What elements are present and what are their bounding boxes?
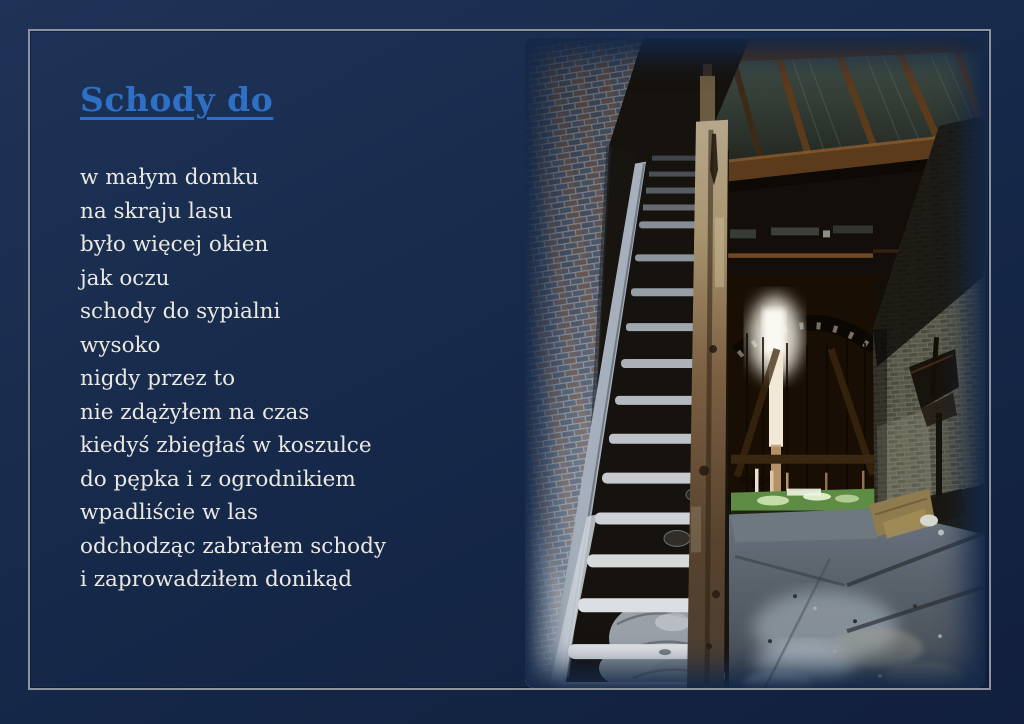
poem-line: było więcej okien [80,232,269,257]
poem-line: nie zdążyłem na czas [80,399,310,425]
poem-line: schody do sypialni [80,299,281,324]
poem-line: do pępka i z ogrodnikiem [80,466,356,492]
barn-door [728,275,877,516]
poem-line: wysoko [80,332,161,358]
poem-line: odchodząc zabrałem schody [80,533,387,559]
poem-text [80,161,386,597]
slide-title: Schody do [80,80,274,119]
poem-line: w małym domku [80,165,259,190]
poem-line: nigdy przez to [80,366,236,391]
poem-line: jak oczu [80,265,170,291]
poem-line: kiedyś zbiegłaś w koszulce [80,433,372,458]
poem-line: i zaprowadziłem donikąd [80,567,352,592]
staircase-photo-graphic [525,38,985,688]
staircase-photo [525,38,985,688]
poem-line: na skraju lasu [80,198,233,224]
poem-line: wpadliście w las [80,500,258,525]
